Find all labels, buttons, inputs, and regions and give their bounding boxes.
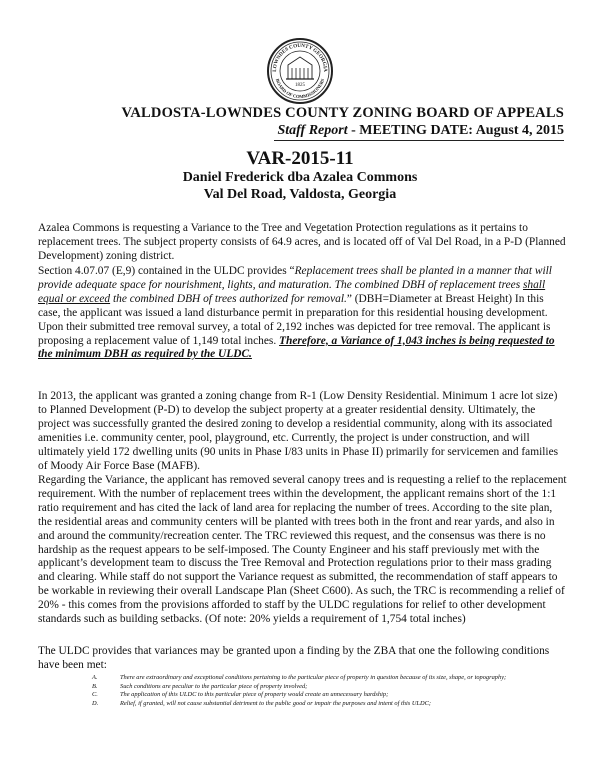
agency-title: VALDOSTA-LOWNDES COUNTY ZONING BOARD OF APPEALS (121, 105, 564, 121)
applicant-name: Daniel Frederick dba Azalea Commons (182, 170, 418, 185)
condition-text: The application of this ULDC to this particular piece of property would create an unnecessary hardship; (120, 691, 389, 699)
condition-item (92, 674, 580, 683)
condition-letter: D. (92, 699, 99, 707)
property-location: Val Del Road, Valdosta, Georgia (203, 187, 397, 202)
conditions-list (92, 674, 580, 708)
condition-item (92, 683, 580, 692)
seal-top-text: LOWNDES COUNTY GEORGIA (271, 42, 329, 72)
meeting-date: - MEETING DATE: August 4, 2015 (347, 123, 564, 138)
case-number: VAR-2015-11 (246, 148, 354, 169)
p2-quote-underlined: shall equal or exceed (38, 278, 546, 305)
paragraph-request: Azalea Commons is requesting a Variance to the Tree and Vegetation Protection regulations as it pertains to replacement trees. The subject property consists of 64.9 acres, and is located off of Val Del Road, in a P-D (Planned Development) zoning district. (38, 222, 566, 262)
paragraph-zoning-history: In 2013, the applicant was granted a zoning change from R-1 (Low Density Residential. Minimum 1 acre lot size) to Planned Development (P-D) to develop the subject property at a greater residential density. Ultimately, the project was successfully granted the desired zoning to develop a residential community, along with its associated amenities i.e. community center, pool, playground, etc. Currently, the project is under construction, and will ultimately yield 172 dwelling units (90 units in Phase I/83 units in Phase II) primarily for servicemen and families of Moody Air Force Base (MAFB). (38, 390, 559, 472)
condition-letter: A. (92, 674, 98, 681)
paragraph-uldc-section (38, 265, 568, 362)
paragraph-variance-discussion: Regarding the Variance, the applicant has removed several canopy trees and is requesting a relief to the replacement requirement. With the number of replacement trees within the development, the applicant remains short of the 1:1 ratio requirement and has cited the lack of land area for replacing the number of trees. According to the site plan, the residential areas and community centers will be planted with trees both in the front and rear yards, and also in and around the community/recreation center. The TRC reviewed this request, and the consensus was there is no hardship as the request appears to be self-imposed. The County Engineer and his staff previously met with the applicant’s development team to discuss the Tree Removal and Protection regulations prior to their mass grading and clearing. While staff do not support the Variance request as submitted, the recommendation of staff appears to be workable in reviewing their overall Landscape Plan (Sheet C600). As such, the TRC is recommending a relief of 20% - this comes from the provisions afforded to staff by the ULDC regulations for relief to other development standards such as building setbacks. (Of note: 20% yields a requirement of 1,754 total inches) (38, 474, 567, 626)
report-type: Staff Report (277, 123, 348, 138)
county-seal-logo (266, 37, 334, 105)
condition-text: Relief, if granted, will not cause substantial detriment to the public good or impair the purposes and intent of this ULDC; (120, 699, 431, 707)
seal-bottom-text: BOARD OF COMMISSIONERS (274, 78, 326, 100)
paragraph-conditions-intro: The ULDC provides that variances may be granted upon a finding by the ZBA that one the following conditions have been met: (38, 645, 550, 671)
p2-body: ” (DBH=Diameter at Breast Height) In this case, the applicant was issued a land disturbance permit in preparation for this residential housing development. Upon their submitted tree removal survey, a total of 2,192 inches was depicted for tree removal. The applicant is proposing a replacement value of 1,149 total inches. (38, 292, 551, 347)
p2-quote: Replacement trees shall be planted in a manner that will provide adequate space for nourishment, lights, and maturation. The combined DBH of replacement trees (38, 265, 552, 291)
condition-item (92, 691, 580, 700)
p2-quote-end: the combined DBH of trees authorized for removal. (110, 292, 347, 305)
report-header (0, 123, 564, 139)
p2-intro: Section 4.07.07 (E,9) contained in the ULDC provides “ (38, 265, 295, 277)
condition-item (92, 700, 580, 709)
condition-text: Such conditions are peculiar to the particular piece of property involved; (120, 682, 308, 690)
condition-letter: B. (92, 682, 98, 690)
p2-variance-statement: Therefore, a Variance of 1,043 inches is being requested to the minimum DBH as required by the ULDC. (38, 334, 555, 361)
condition-text: There are extraordinary and exceptional conditions pertaining to the particular piece of property in question because of its size, shape, or topography; (120, 674, 507, 681)
seal-year: 1825 (295, 83, 305, 88)
condition-letter: C. (92, 691, 98, 699)
header-rule (274, 140, 564, 141)
